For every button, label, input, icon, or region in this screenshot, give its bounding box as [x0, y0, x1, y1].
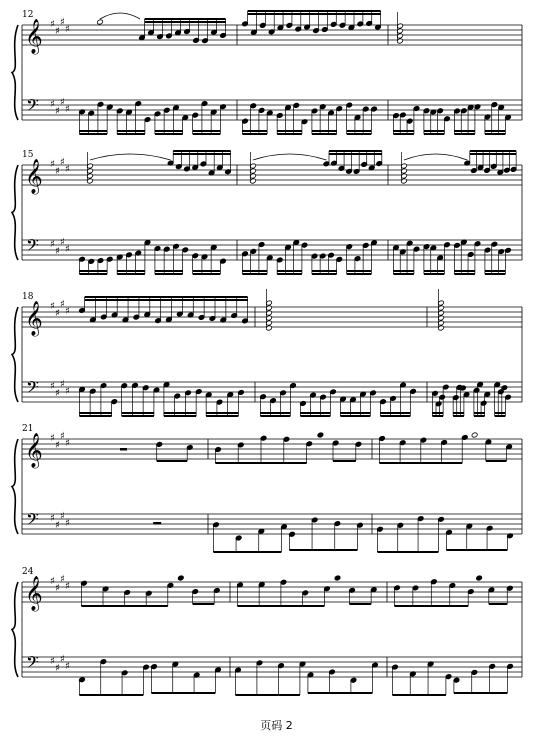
svg-text:♯: ♯ [65, 661, 70, 672]
chord [250, 152, 257, 184]
svg-text:♯: ♯ [60, 379, 65, 390]
beamed-note-group [332, 440, 361, 461]
svg-text:♯: ♯ [55, 520, 60, 531]
beamed-note-group [213, 522, 288, 552]
beamed-note-group [485, 439, 512, 461]
bass-clef-icon: 𝄢 [26, 235, 39, 259]
beamed-note-group [423, 242, 450, 274]
beamed-note-group [484, 102, 511, 134]
measure-number: 12 [22, 10, 34, 20]
svg-text:♯: ♯ [50, 513, 55, 524]
svg-text:♯: ♯ [65, 104, 70, 115]
note-head [471, 432, 478, 438]
key-signature-sharps [50, 431, 70, 451]
svg-text:♯: ♯ [65, 581, 70, 592]
bass-clef-icon: 𝄢 [26, 95, 39, 119]
tie-slur [253, 154, 326, 160]
beamed-note-group [323, 151, 383, 174]
staff-system [12, 150, 522, 274]
grand-staff-brace [12, 307, 18, 402]
bass-clef-icon: 𝄢 [26, 509, 39, 533]
grand-staff-brace [12, 439, 18, 534]
beamed-note-group [432, 384, 449, 416]
svg-text:♯: ♯ [55, 308, 60, 319]
treble-clef-icon: 𝄞 [25, 19, 43, 54]
beamed-note-group [116, 101, 150, 134]
svg-text:♯: ♯ [50, 433, 55, 444]
svg-text:♯: ♯ [60, 157, 65, 168]
beamed-note-group [393, 240, 420, 274]
beamed-note-group [289, 517, 364, 550]
whole-rest [153, 522, 161, 525]
svg-text:♯: ♯ [55, 583, 60, 594]
beamed-note-group [423, 108, 450, 134]
treble-clef-icon: 𝄞 [25, 301, 43, 336]
svg-text:♯: ♯ [60, 431, 65, 442]
page-number: 页码 2 [260, 719, 293, 732]
svg-text:♯: ♯ [60, 654, 65, 665]
svg-text:♯: ♯ [65, 164, 70, 175]
beamed-note-group [446, 523, 514, 550]
bass-clef-icon: 𝄢 [26, 377, 39, 401]
staff-system [12, 424, 522, 552]
beamed-note-group [242, 242, 273, 274]
chord [438, 289, 445, 331]
svg-text:♯: ♯ [65, 306, 70, 317]
beamed-note-group [311, 104, 342, 134]
svg-text:♯: ♯ [50, 381, 55, 392]
svg-text:♯: ♯ [60, 17, 65, 28]
beamed-note-group [121, 382, 160, 416]
svg-text:♯: ♯ [60, 299, 65, 310]
beamed-note-group [276, 102, 307, 134]
beamed-note-group [453, 663, 513, 693]
svg-text:♯: ♯ [55, 440, 60, 451]
treble-clef-icon: 𝄞 [25, 576, 43, 611]
tie-slur [100, 13, 140, 19]
beamed-note-group [79, 297, 249, 324]
chord [266, 289, 273, 331]
beamed-note-group [192, 101, 226, 134]
staff-system [12, 289, 522, 416]
chord [397, 12, 404, 44]
beamed-note-group [488, 585, 513, 604]
measure-number: 18 [22, 292, 34, 302]
treble-clef-icon: 𝄞 [25, 159, 43, 194]
svg-text:♯: ♯ [60, 574, 65, 585]
measure-number: 24 [22, 567, 34, 577]
staff-system [12, 10, 522, 134]
beamed-note-group [454, 104, 481, 134]
measure-number: 15 [22, 150, 34, 160]
beamed-note-group [392, 661, 452, 695]
beamed-note-group [340, 390, 377, 416]
svg-text:♯: ♯ [55, 166, 60, 177]
beamed-note-group [79, 383, 118, 416]
beamed-note-group [79, 101, 113, 134]
treble-staff [22, 165, 522, 185]
beamed-note-group [205, 390, 244, 416]
tie-slur [404, 154, 467, 160]
svg-text:♯: ♯ [65, 518, 70, 529]
svg-text:♯: ♯ [50, 99, 55, 110]
note-head [97, 19, 104, 25]
svg-text:♯: ♯ [55, 663, 60, 674]
beamed-note-group [242, 11, 382, 35]
bass-clef-icon: 𝄢 [26, 652, 39, 676]
key-signature-sharps [50, 17, 70, 37]
beamed-note-group [454, 239, 481, 274]
tie-slur [90, 154, 171, 160]
beamed-note-group [260, 383, 297, 416]
bass-staff [22, 657, 522, 677]
beamed-note-group [464, 151, 517, 175]
beamed-note-group [484, 241, 511, 274]
note-head [317, 432, 324, 438]
svg-text:♯: ♯ [50, 19, 55, 30]
svg-text:♯: ♯ [50, 656, 55, 667]
svg-text:♯: ♯ [65, 386, 70, 397]
svg-text:♯: ♯ [55, 106, 60, 117]
grand-staff-brace [12, 165, 18, 260]
beamed-note-group [192, 587, 220, 604]
key-signature-sharps [50, 574, 70, 594]
beamed-note-group [192, 244, 226, 274]
beamed-note-group [311, 252, 342, 274]
beamed-note-group [167, 151, 231, 176]
svg-text:♯: ♯ [50, 301, 55, 312]
chord [87, 152, 94, 184]
svg-text:♯: ♯ [55, 26, 60, 37]
svg-text:♯: ♯ [55, 246, 60, 257]
beamed-note-group [235, 660, 306, 695]
svg-text:♯: ♯ [50, 576, 55, 587]
svg-text:♯: ♯ [50, 159, 55, 170]
beamed-note-group [452, 384, 469, 416]
note-head [476, 575, 483, 581]
key-signature-sharps [50, 299, 70, 319]
staff-system [12, 567, 522, 695]
half-rest [120, 448, 127, 451]
treble-clef-icon: 𝄞 [25, 433, 43, 468]
beamed-note-group [154, 243, 188, 274]
beamed-note-group [79, 256, 113, 274]
beamed-note-group [300, 389, 337, 416]
beamed-note-group [156, 441, 193, 461]
grand-staff-brace [12, 25, 18, 120]
svg-text:♯: ♯ [65, 438, 70, 449]
beamed-note-group [346, 102, 377, 134]
chord [401, 152, 408, 184]
svg-text:♯: ♯ [60, 237, 65, 248]
svg-text:♯: ♯ [65, 24, 70, 35]
key-signature-sharps [50, 157, 70, 177]
beamed-note-group [242, 103, 273, 134]
note-head [177, 575, 184, 581]
svg-text:♯: ♯ [60, 511, 65, 522]
note-head [334, 575, 341, 581]
svg-text:♯: ♯ [55, 388, 60, 399]
treble-staff [22, 582, 522, 602]
treble-staff [22, 25, 522, 45]
svg-text:♯: ♯ [60, 97, 65, 108]
svg-text:♯: ♯ [50, 239, 55, 250]
grand-staff-brace [12, 582, 18, 677]
beamed-note-group [349, 587, 377, 604]
beamed-note-group [154, 105, 188, 134]
svg-text:♯: ♯ [65, 244, 70, 255]
measure-number: 21 [22, 424, 34, 434]
